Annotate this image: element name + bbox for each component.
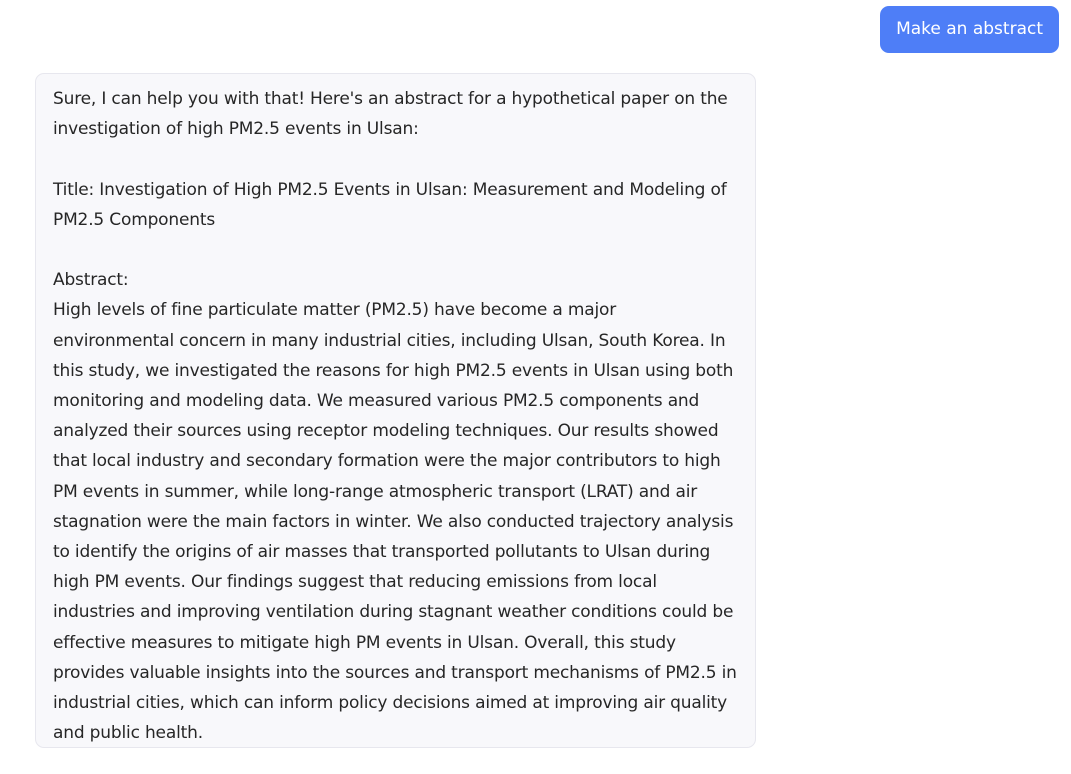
assistant-message-text: Sure, I can help you with that! Here's an abstract for a hypothetical paper on the investigation of high PM2.5 events in Ulsan: Title: Investigation of High PM2.5 Events in Ulsan: Measurement and Modeling of PM2.5 Components Abstract: High levels of fine particulate matter (PM2.5) have become a major environmental concern in many industrial cities, including Ulsan, South Korea. In this study, we investigated the reasons for high PM2.5 events in Ulsan using both monitoring and modeling data. We measured various PM2.5 components and analyzed their sources using receptor modeling techniques. Our results showed that local industry and secondary formation were the major contributors to high PM events in summer, while long-range atmospheric transport (LRAT) and air stagnation were the main factors in winter. We also conducted trajectory analysis to identify the origins of air masses that transported pollutants to Ulsan during high PM events. Our findings suggest that reducing emissions from local industries and improving ventilation during stagnant weather conditions could be effective measures to mitigate high PM events in Ulsan. Overall, this study provides valuable insights into the sources and transport mechanisms of PM2.5 in industrial cities, which can inform policy decisions aimed at improving air quality and public health. [53,89,737,744]
assistant-message-bubble [35,73,756,748]
user-message-bubble: Make an abstract [880,6,1059,53]
user-message-row [880,6,1059,53]
